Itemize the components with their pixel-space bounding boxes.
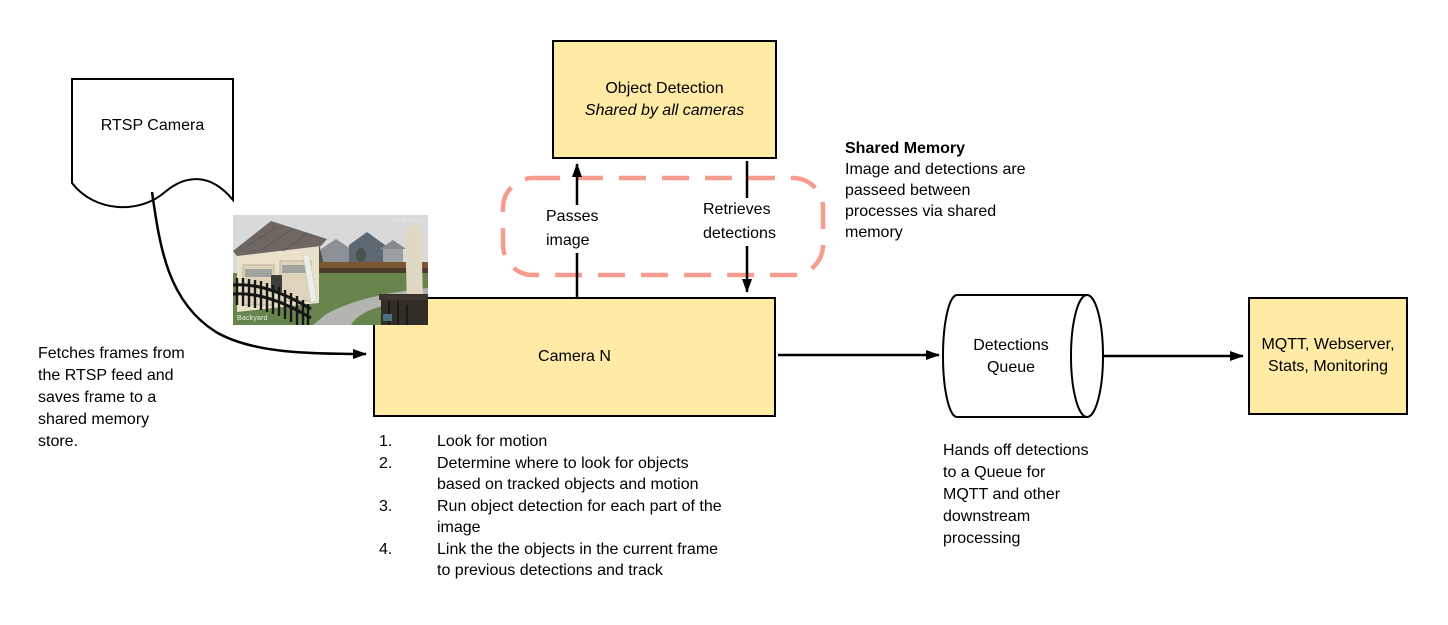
object-detection-subtitle: Shared by all cameras — [584, 101, 745, 119]
list-item: 4. Link the the objects in the current frame to previous detections and track — [379, 540, 719, 579]
outputs-node — [1248, 297, 1408, 415]
camera-n-label: Camera N — [538, 348, 611, 365]
outputs-label-line2: Stats, Monitoring — [1267, 358, 1389, 375]
camera-snapshot-art — [233, 215, 428, 325]
detections-queue-cylinder-end — [1071, 295, 1103, 417]
snapshot-timestamp-overlay: 2019-03-06 — [390, 218, 424, 225]
detections-queue-label-line1: Detections — [973, 337, 1049, 354]
object-detection-node — [552, 40, 777, 159]
camera-n-node — [373, 297, 776, 417]
object-detection-title: Object Detection — [605, 79, 724, 97]
rtsp-camera-label: RTSP Camera — [100, 117, 205, 134]
shared-memory-note-title: Shared Memory — [845, 140, 966, 157]
snapshot-camera-name-overlay: Backyard — [237, 315, 268, 322]
camera-steps-list — [379, 431, 722, 582]
detections-queue-label — [948, 299, 1074, 415]
edge-label-retrieves-detections: Retrieves detections — [701, 198, 778, 246]
outputs-label-line1: MQTT, Webserver, — [1261, 336, 1395, 353]
fetch-frames-note: Fetches frames from the RTSP feed and saves frame to a shared memory store. — [38, 345, 185, 450]
queue-handoff-note: Hands off detections to a Queue for MQTT and other downstream processing — [943, 442, 1089, 547]
shared-memory-note: Shared Memory Image and detections are passeed between processes via shared memory — [845, 140, 1026, 241]
edge-label-passes-image: Passes image — [544, 205, 600, 253]
detections-queue-label-line2: Queue — [986, 359, 1036, 376]
camera-snapshot-image — [233, 215, 428, 325]
list-item: 1. Look for motion — [379, 433, 548, 450]
list-item: 2. Determine where to look for objects based on tracked objects and motion — [379, 454, 699, 493]
list-item: 3. Run object detection for each part of the image — [379, 497, 722, 536]
